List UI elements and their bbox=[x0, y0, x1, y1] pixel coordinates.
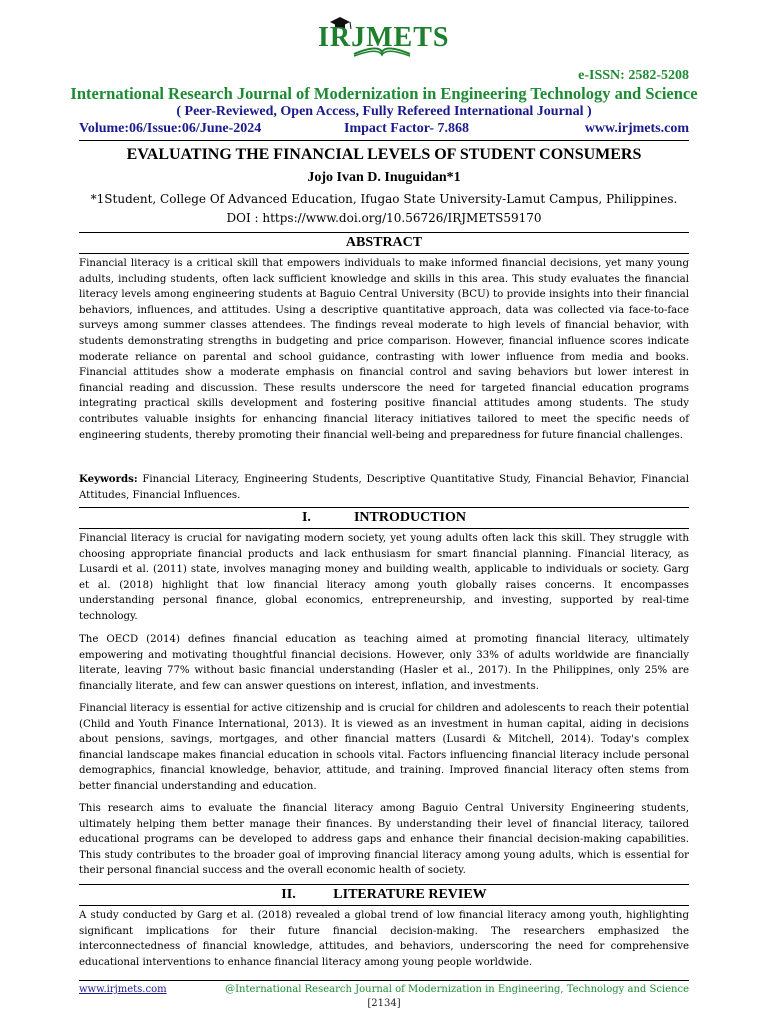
section-number: I. bbox=[301, 510, 311, 525]
issue-row bbox=[79, 121, 689, 139]
affiliation: *1Student, College Of Advanced Education, Ifugao State University-Lamut Campus, Philippines. bbox=[90, 192, 678, 206]
intro-paragraph: Financial literacy is crucial for navigating modern society, yet young adults often lack this skill. They struggle with choosing appropriate financial products and lack enthusiasm for smart financial planning. Financial literacy, as Lusardi et al. (2011) state, involves managing money and building wealth, applicable to individuals or society. Garg et al. (2018) highlight that low financial literacy among youth globally raises concerns. It encompasses understanding personal finance, global economics, entrepreneurship, and investing, supported by real-time technology. bbox=[79, 533, 689, 622]
doi[interactable]: DOI : https://www.doi.org/10.56726/IRJMETS59170 bbox=[226, 211, 542, 225]
impact-factor: Impact Factor- 7.868 bbox=[344, 121, 470, 136]
abstract-heading-text: ABSTRACT bbox=[345, 235, 423, 250]
footer-website-link[interactable]: www.irjmets.com bbox=[79, 984, 167, 995]
author: Jojo Ivan D. Inuguidan*1 bbox=[307, 170, 461, 185]
logo-text: IRJMETS bbox=[318, 22, 450, 53]
section-title: INTRODUCTION bbox=[353, 510, 466, 525]
keywords-text: Financial Literacy, Engineering Students, Descriptive Quantitative Study, Financial Behavior, Financial Attitudes, Financial Influences. bbox=[79, 474, 689, 501]
keywords bbox=[79, 472, 689, 503]
peer-review-line: ( Peer-Reviewed, Open Access, Fully Refereed International Journal ) bbox=[176, 104, 592, 119]
intro-paragraph: This research aims to evaluate the financial literacy among Baguio Central University Engineering students, ultimately helping them better manage their finances. By understanding their level of financial literacy, tailored educational programs can be developed to address gaps and enhance their financial decision-making capabilities. This study contributes to the broader goal of improving financial literacy among young adults, which is essential for their personal financial success and the overall economic health of society. bbox=[79, 803, 689, 877]
intro-paragraph: The OECD (2014) defines financial education as teaching aimed at promoting financial literacy, ultimately empowering and motivating thoughtful financial decisions. However, only 33% of adults worldwide are financially literate, leaving 77% without basic financial understanding (Hasler et al., 2017). In the Philippines, only 25% are financially literate, and few can answer questions on interest, inflation, and investments. bbox=[79, 634, 689, 692]
volume-issue: Volume:06/Issue:06/June-2024 bbox=[79, 121, 262, 136]
abstract-text: Financial literacy is a critical skill that empowers individuals to make informed financial decisions, yet many young adults, including students, often lack sufficient knowledge and skills in this area. This study evaluates the financial literacy levels among engineering students at Baguio Central University (BCU) to provide insights into their financial behaviors, influences, and attitudes. Using a descriptive quantitative approach, data was collected via face-to-face surveys among summer classes attendees. The findings reveal moderate to high levels of financial behavior, with students demonstrating strengths in budgeting and price comparison. However, financial influence scores indicate moderate reliance on parental and school guidance, contrasting with lower influence from media and books. Financial attitudes show a moderate emphasis on financial control and saving behaviors but lower interest in financial reading and discussion. These results underscore the need for targeted financial education programs integrating practical skills development and fostering positive financial attitudes among students. The study contributes valuable insights for enhancing financial literacy initiatives tailored to meet the specific needs of engineering students, thereby promoting their financial well-being and preparedness for future financial challenges. bbox=[79, 258, 689, 441]
literature-heading bbox=[79, 884, 689, 906]
footer-copyright: @International Research Journal of Modernization in Engineering, Technology and Science bbox=[225, 984, 689, 995]
abstract-heading bbox=[79, 232, 689, 254]
journal-logo bbox=[318, 14, 448, 60]
section-number: II. bbox=[281, 887, 296, 902]
paper-title: EVALUATING THE FINANCIAL LEVELS OF STUDENT CONSUMERS bbox=[126, 146, 642, 163]
journal-title: International Research Journal of Modernization in Engineering Technology and Science bbox=[70, 84, 698, 103]
header-divider bbox=[79, 140, 689, 141]
literature-paragraph: A study conducted by Garg et al. (2018) revealed a global trend of low financial literacy among youth, highlighting significant implications for their future financial decision-making. The researchers emphasized the interconnectedness of financial knowledge, attitudes, and behaviors, underscoring the need for comprehensive educational interventions to enhance financial literacy among young people worldwide. bbox=[79, 910, 689, 968]
intro-paragraph: Financial literacy is essential for active citizenship and is crucial for children and adolescents to reach their potential (Child and Youth Finance International, 2013). It is viewed as an investment in human capital, aiding in decisions about pensions, savings, mortgages, and other financial matters (Lusardi & Mitchell, 2014). Today's complex financial landscape makes financial education in schools vital. Factors influencing financial literacy include personal demographics, financial knowledge, behavior, attitude, and training. Improved financial literacy often stems from better financial understanding and education. bbox=[79, 703, 689, 792]
section-title: LITERATURE REVIEW bbox=[333, 887, 487, 902]
journal-website[interactable]: www.irjmets.com bbox=[584, 121, 689, 136]
keywords-label: Keywords: bbox=[79, 473, 138, 485]
footer-divider bbox=[79, 980, 689, 981]
introduction-heading bbox=[79, 507, 689, 529]
page-number: [2134] bbox=[367, 998, 401, 1009]
eissn: e-ISSN: 2582-5208 bbox=[578, 68, 689, 83]
